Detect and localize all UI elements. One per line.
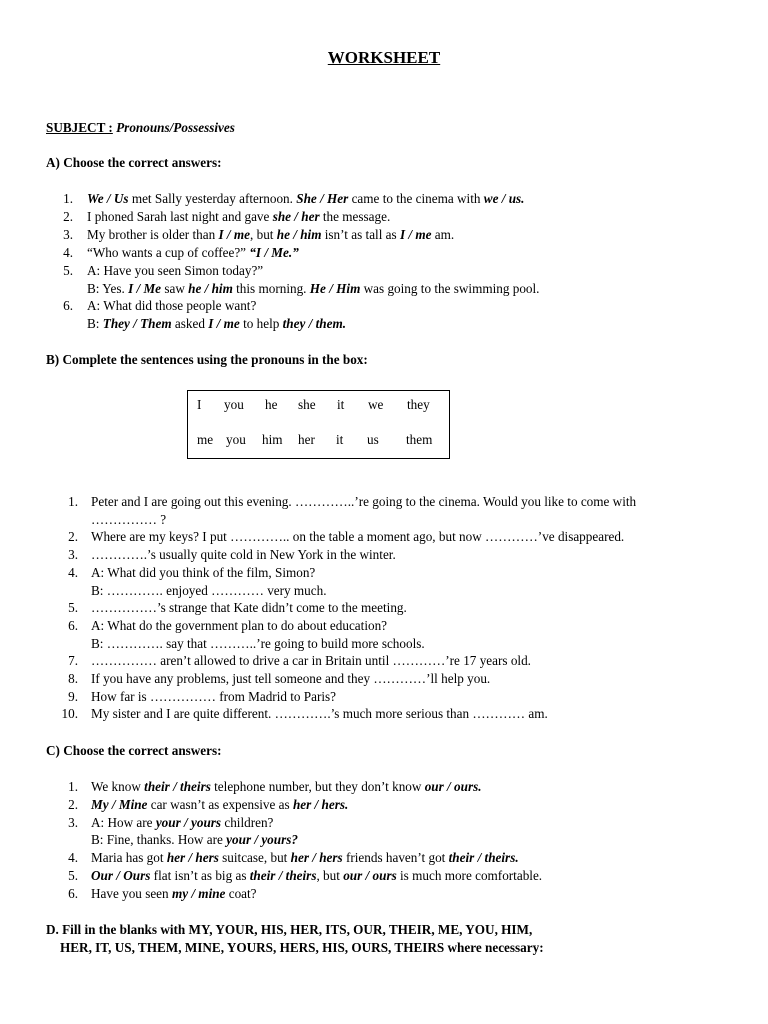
question-line bbox=[91, 868, 542, 884]
question-text: children? bbox=[221, 814, 274, 830]
question-text: , but bbox=[316, 868, 344, 883]
answer-choice: I / me bbox=[208, 316, 240, 332]
question-line bbox=[91, 815, 273, 831]
sentence-line: How far is …………… from Madrid to Paris? bbox=[91, 688, 337, 704]
answer-choice: their / theirs bbox=[249, 868, 317, 883]
question-text: A: Have you seen Simon today?” bbox=[87, 262, 264, 278]
sentence-line: If you have any problems, just tell someone and they …………’ll help you. bbox=[91, 671, 491, 686]
answer-choice: I / me bbox=[399, 226, 432, 242]
question-text: Maria has got bbox=[91, 850, 167, 866]
sentence-line: ……………’s strange that Kate didn’t come to the meeting. bbox=[91, 600, 407, 616]
question-text: suitcase, but bbox=[218, 850, 291, 866]
item-number: 6. bbox=[68, 617, 78, 633]
question-text: flat isn’t as big as bbox=[150, 868, 250, 883]
answer-choice: “I / Me.” bbox=[249, 244, 299, 260]
section-c-heading: C) Choose the correct answers: bbox=[46, 743, 222, 758]
question-text: B: Fine, thanks. How are bbox=[91, 832, 227, 848]
question-text: was going to the swimming pool. bbox=[360, 280, 540, 296]
sentence-line: Peter and I are going out this evening. …………..’re going to the cinema. Would you like to come with bbox=[91, 494, 637, 509]
item-number: 8. bbox=[68, 671, 78, 686]
item-number: 6. bbox=[63, 298, 73, 314]
answer-choice: their / theirs bbox=[144, 779, 211, 794]
answer-choice: they / them. bbox=[282, 316, 346, 332]
question-text: A: What did those people want? bbox=[87, 298, 257, 314]
item-number: 2. bbox=[63, 208, 73, 224]
question-line bbox=[87, 263, 263, 279]
question-line bbox=[87, 227, 454, 243]
question-line bbox=[87, 298, 256, 314]
question-text: B: bbox=[87, 316, 103, 332]
subject-line bbox=[46, 120, 235, 136]
answer-choice: Our / Ours bbox=[91, 868, 151, 883]
answer-choice: your / yours bbox=[155, 814, 222, 830]
answer-choice: she / her bbox=[272, 208, 320, 224]
answer-choice: He / Him bbox=[309, 280, 361, 296]
box-word: it bbox=[337, 397, 345, 412]
box-word: she bbox=[298, 397, 316, 412]
item-number: 2. bbox=[68, 796, 78, 812]
item-number: 6. bbox=[68, 885, 78, 901]
question-text: Have you seen bbox=[91, 885, 172, 901]
answer-choice: our / ours bbox=[343, 868, 397, 883]
question-text: friends haven’t got bbox=[342, 850, 449, 866]
item-number: 4. bbox=[68, 850, 78, 866]
question-text: We know bbox=[91, 779, 145, 794]
answer-choice: we / us. bbox=[483, 191, 525, 206]
item-number: 3. bbox=[63, 226, 73, 242]
item-number: 2. bbox=[68, 529, 78, 545]
box-word: him bbox=[262, 432, 283, 447]
question-line bbox=[87, 245, 299, 261]
question-text: isn’t as tall as bbox=[321, 226, 400, 242]
box-word: they bbox=[407, 397, 430, 412]
answer-choice: I / me bbox=[218, 226, 250, 242]
question-text: coat? bbox=[225, 885, 257, 901]
item-number: 5. bbox=[63, 262, 73, 278]
answer-choice: We / Us bbox=[87, 191, 129, 206]
question-text: , but bbox=[250, 226, 277, 242]
section-b-heading: B) Complete the sentences using the pronouns in the box: bbox=[46, 352, 368, 367]
question-text: B: Yes. bbox=[87, 280, 129, 296]
answer-choice: They / Them bbox=[102, 316, 172, 332]
sentence-line: A: What did you think of the film, Simon? bbox=[91, 564, 316, 580]
sentence-line: B: …………. say that ………..’re going to build more schools. bbox=[91, 635, 425, 651]
question-line bbox=[91, 832, 298, 848]
answer-choice: he / him bbox=[276, 226, 322, 242]
box-word: it bbox=[336, 432, 344, 447]
answer-choice: our / ours. bbox=[424, 779, 482, 794]
question-line bbox=[87, 281, 539, 297]
question-line bbox=[87, 191, 524, 207]
subject-value: Pronouns/Possessives bbox=[116, 120, 235, 135]
question-text: My brother is older than bbox=[87, 226, 219, 242]
item-number: 1. bbox=[63, 191, 73, 206]
question-line bbox=[87, 316, 346, 332]
box-word: he bbox=[265, 397, 278, 412]
box-word: you bbox=[226, 432, 246, 447]
item-number: 3. bbox=[68, 547, 78, 563]
question-text: telephone number, but they don’t know bbox=[210, 779, 425, 794]
question-line bbox=[91, 850, 519, 866]
subject-label: SUBJECT : bbox=[46, 120, 113, 135]
box-word: I bbox=[197, 397, 202, 412]
answer-choice: their / theirs. bbox=[448, 850, 519, 866]
worksheet-title: WORKSHEET bbox=[327, 48, 441, 67]
question-text: asked bbox=[171, 316, 209, 332]
question-text: to help bbox=[239, 316, 283, 332]
question-text: car wasn’t as expensive as bbox=[147, 796, 293, 812]
item-number: 1. bbox=[68, 494, 78, 509]
sentence-line: My sister and I are quite different. ………….’s much more serious than ………… am. bbox=[91, 706, 548, 722]
answer-choice: her / hers. bbox=[292, 796, 349, 812]
question-text: came to the cinema with bbox=[348, 191, 484, 206]
item-number: 7. bbox=[68, 653, 78, 669]
box-word: we bbox=[368, 397, 384, 412]
answer-choice: My / Mine bbox=[91, 796, 148, 812]
answer-choice: her / hers bbox=[166, 850, 219, 866]
question-text: the message. bbox=[319, 208, 391, 224]
sentence-line: …………… ? bbox=[91, 511, 167, 527]
question-text: “Who wants a cup of coffee?” bbox=[87, 244, 250, 260]
question-text: is much more comfortable. bbox=[396, 868, 543, 883]
box-word: us bbox=[367, 432, 379, 447]
sentence-line: A: What do the government plan to do about education? bbox=[91, 617, 388, 633]
item-number: 4. bbox=[68, 564, 78, 580]
sentence-line: ………….’s usually quite cold in New York in the winter. bbox=[91, 547, 396, 563]
question-text: I phoned Sarah last night and gave bbox=[87, 208, 273, 224]
item-number: 3. bbox=[68, 814, 78, 830]
sentence-line: B: …………. enjoyed ………… very much. bbox=[91, 582, 327, 598]
box-word: you bbox=[224, 397, 244, 412]
question-line bbox=[91, 797, 348, 813]
question-text: met Sally yesterday afternoon. bbox=[128, 191, 297, 206]
section-a-heading: A) Choose the correct answers: bbox=[46, 155, 222, 170]
section-d-heading-line2: HER, IT, US, THEM, MINE, YOURS, HERS, HIS, OURS, THEIRS where necessary: bbox=[60, 940, 544, 955]
item-number: 4. bbox=[63, 244, 73, 260]
section-d-heading-line1: D. Fill in the blanks with MY, YOUR, HIS, HER, ITS, OUR, THEIR, ME, YOU, HIM, bbox=[46, 922, 533, 937]
box-word: them bbox=[406, 432, 433, 447]
question-line bbox=[87, 209, 390, 225]
answer-choice: your / yours? bbox=[226, 832, 298, 848]
question-line bbox=[91, 779, 482, 795]
box-word: me bbox=[197, 432, 214, 447]
item-number: 5. bbox=[68, 600, 78, 616]
answer-choice: her / hers bbox=[290, 850, 343, 866]
answer-choice: She / Her bbox=[296, 191, 349, 206]
question-text: this morning. bbox=[232, 280, 310, 296]
question-text: saw bbox=[161, 280, 189, 296]
sentence-line: Where are my keys? I put ………….. on the table a moment ago, but now …………’ve disappeared. bbox=[91, 529, 625, 545]
question-text: A: How are bbox=[91, 814, 156, 830]
answer-choice: I / Me bbox=[128, 280, 162, 296]
answer-choice: my / mine bbox=[171, 885, 226, 901]
question-line bbox=[91, 886, 257, 902]
item-number: 1. bbox=[68, 779, 78, 794]
item-number: 10. bbox=[61, 706, 78, 722]
item-number: 9. bbox=[68, 688, 78, 704]
answer-choice: he / him bbox=[188, 280, 233, 296]
box-word: her bbox=[298, 432, 315, 447]
item-number: 5. bbox=[68, 868, 78, 883]
pronoun-box bbox=[187, 390, 450, 459]
question-text: am. bbox=[431, 226, 455, 242]
sentence-line: …………… aren’t allowed to drive a car in Britain until …………’re 17 years old. bbox=[91, 653, 531, 669]
